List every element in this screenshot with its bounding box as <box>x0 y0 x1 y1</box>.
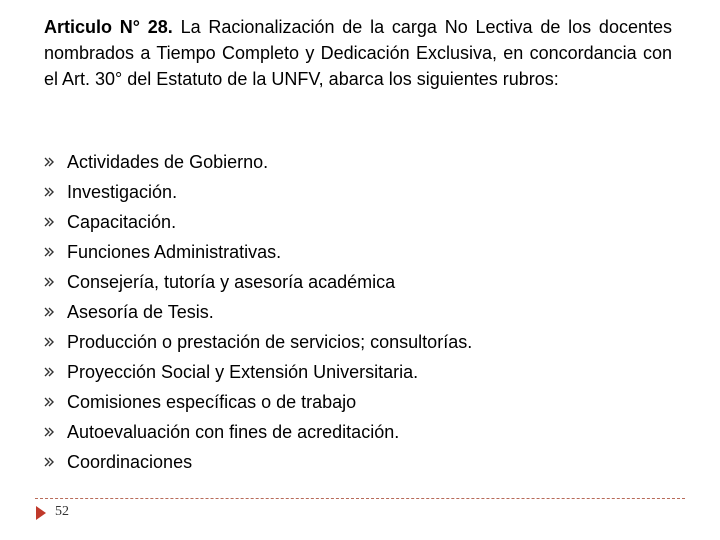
list-item-label: Proyección Social y Extensión Universitaria. <box>67 362 419 382</box>
bullet-icon <box>44 157 56 167</box>
list-item <box>44 447 674 477</box>
list-item-label: Coordinaciones <box>67 452 193 472</box>
list-item <box>44 387 674 417</box>
article-heading: Articulo N° 28. <box>44 17 173 37</box>
arrow-right-icon <box>35 505 47 521</box>
bullet-icon <box>44 397 56 407</box>
bullet-icon <box>44 457 56 467</box>
intro-paragraph <box>44 14 672 92</box>
page-number: 52 <box>55 504 69 519</box>
bullet-icon <box>44 307 56 317</box>
list-item-label: Actividades de Gobierno. <box>67 152 269 172</box>
list-item <box>44 267 674 297</box>
list-item <box>44 327 674 357</box>
footer-divider <box>35 498 685 499</box>
list-item-label: Funciones Administrativas. <box>67 242 282 262</box>
list-item <box>44 417 674 447</box>
list-item <box>44 357 674 387</box>
list-item-label: Investigación. <box>67 182 178 202</box>
bullet-icon <box>44 247 56 257</box>
bullet-icon <box>44 337 56 347</box>
bullet-icon <box>44 217 56 227</box>
bullet-icon <box>44 187 56 197</box>
list-item-label: Comisiones específicas o de trabajo <box>67 392 357 412</box>
list-item-label: Asesoría de Tesis. <box>67 302 214 322</box>
list-item <box>44 207 674 237</box>
list-item-label: Autoevaluación con fines de acreditación. <box>67 422 400 442</box>
list-item <box>44 237 674 267</box>
list-item <box>44 147 674 177</box>
list-item-label: Consejería, tutoría y asesoría académica <box>67 272 396 292</box>
list-item-label: Capacitación. <box>67 212 177 232</box>
bullet-icon <box>44 367 56 377</box>
bullet-icon <box>44 277 56 287</box>
bullet-icon <box>44 427 56 437</box>
list-item <box>44 297 674 327</box>
rubros-list <box>44 147 674 477</box>
list-item <box>44 177 674 207</box>
list-item-label: Producción o prestación de servicios; consultorías. <box>67 332 473 352</box>
intro-text: La Racionalización de la carga No Lectiva de los docentes nombrados a Tiempo Completo y Dedicación Exclusiva, en concordancia con el Art. 30° del Estatuto de la UNFV, abarca los siguientes rubros: <box>44 17 672 89</box>
